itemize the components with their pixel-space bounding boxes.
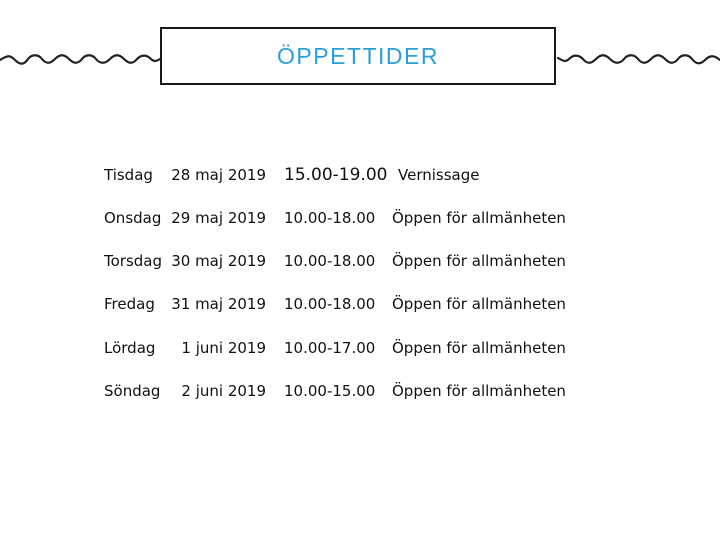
- date: 31 maj 2019: [171, 295, 266, 313]
- weekday: Torsdag: [104, 252, 163, 270]
- weekday: Tisdag: [104, 166, 153, 184]
- event-note: Öppen för allmänheten: [392, 339, 566, 357]
- weekday: Lördag: [104, 339, 156, 357]
- schedule-row: [0, 246, 720, 276]
- schedule-row: [0, 160, 720, 190]
- schedule-row: [0, 203, 720, 233]
- date: 28 maj 2019: [171, 166, 266, 184]
- date: 30 maj 2019: [171, 252, 266, 270]
- event-note: Öppen för allmänheten: [392, 252, 566, 270]
- schedule-row: [0, 289, 720, 319]
- event-note: Öppen för allmänheten: [392, 382, 566, 400]
- opening-time: 15.00-19.00: [284, 165, 388, 185]
- event-note: Vernissage: [398, 166, 480, 184]
- weekday: Fredag: [104, 295, 155, 313]
- schedule-row: [0, 376, 720, 406]
- weekday: Söndag: [104, 382, 161, 400]
- opening-time: 10.00-17.00: [284, 339, 376, 357]
- date: 1 juni 2019: [181, 339, 266, 357]
- event-note: Öppen för allmänheten: [392, 209, 566, 227]
- opening-time: 10.00-18.00: [284, 209, 376, 227]
- date: 29 maj 2019: [171, 209, 266, 227]
- schedule-row: [0, 333, 720, 363]
- opening-time: 10.00-15.00: [284, 382, 376, 400]
- weekday: Onsdag: [104, 209, 162, 227]
- opening-time: 10.00-18.00: [284, 252, 376, 270]
- opening-time: 10.00-18.00: [284, 295, 376, 313]
- event-note: Öppen för allmänheten: [392, 295, 566, 313]
- date: 2 juni 2019: [181, 382, 266, 400]
- page-title: ÖPPETTIDER: [277, 42, 439, 69]
